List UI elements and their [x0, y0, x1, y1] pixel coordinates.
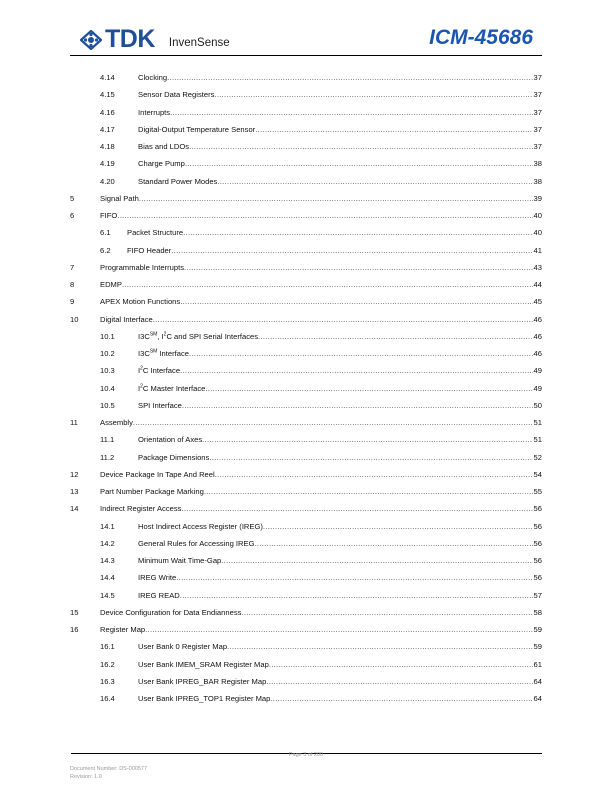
- toc-title[interactable]: [127, 224, 183, 241]
- toc-title-text: C Interface: [142, 366, 181, 376]
- toc-entry[interactable]: [70, 190, 542, 207]
- toc-section-number: 4.18: [100, 142, 115, 151]
- toc-dot-leader: [145, 621, 532, 638]
- toc-entry[interactable]: [70, 242, 542, 259]
- toc-dot-leader: [214, 86, 532, 103]
- toc-title-superscript: SM: [149, 348, 158, 355]
- toc-section-number: 10.2: [100, 349, 115, 358]
- toc-entry[interactable]: [70, 104, 542, 121]
- toc-entry[interactable]: [70, 535, 542, 552]
- toc-title-text: FIFO: [100, 211, 118, 220]
- toc-entry-body: [138, 345, 542, 362]
- toc-entry[interactable]: [70, 673, 542, 690]
- toc-entry[interactable]: [70, 380, 542, 397]
- toc-title-text: Interrupts: [138, 107, 171, 117]
- toc-dot-leader: [202, 431, 532, 448]
- toc-page-number: 50: [533, 400, 542, 410]
- toc-entry[interactable]: [70, 518, 542, 535]
- toc-title-text: Orientation of Axes: [138, 435, 203, 445]
- toc-entry-body: [100, 483, 542, 500]
- toc-page-number: 52: [533, 452, 542, 462]
- toc-title[interactable]: [138, 155, 185, 172]
- toc-dot-leader: [171, 242, 532, 259]
- toc-section-number: 14.4: [100, 573, 115, 583]
- toc-section-number: 14.1: [100, 521, 115, 531]
- toc-dot-leader: [181, 500, 532, 517]
- toc-page-number: 40: [533, 211, 542, 220]
- toc-dot-leader: [269, 656, 533, 673]
- toc-entry[interactable]: [70, 362, 542, 379]
- document-number: Document Number: DS-000577: [70, 766, 148, 772]
- toc-title-text: Digital-Output Temperature Sensor: [138, 124, 256, 134]
- toc-page-number: 51: [533, 418, 542, 427]
- toc-section-number: 7: [70, 262, 75, 272]
- toc-entry-body: [100, 414, 542, 431]
- toc-title-text: User Bank IPREG_BAR Register Map: [138, 676, 267, 686]
- toc-entry[interactable]: [70, 569, 542, 586]
- page-number: Page 3 of 200: [288, 752, 324, 758]
- toc-title-text: I: [138, 366, 141, 376]
- toc-dot-leader: [255, 121, 532, 138]
- toc-entry[interactable]: [70, 155, 542, 172]
- toc-entry-body: [100, 207, 542, 224]
- toc-entry[interactable]: [70, 397, 542, 414]
- toc-dot-leader: [258, 328, 533, 345]
- toc-entry-body: [138, 104, 542, 121]
- toc-title-text: Bias and LDOs: [138, 142, 190, 151]
- toc-dot-leader: [180, 587, 533, 604]
- toc-page-number: 46: [533, 349, 542, 358]
- toc-entry[interactable]: [70, 604, 542, 621]
- toc-entry-body: [100, 311, 542, 328]
- toc-entry-body: [138, 449, 542, 466]
- toc-page-number: 46: [533, 331, 542, 341]
- toc-entry[interactable]: [70, 293, 542, 310]
- toc-title-text: Minimum Wait Time-Gap: [138, 556, 222, 565]
- toc-section-number: 4.17: [100, 124, 115, 134]
- revision: Revision: 1.0: [70, 774, 102, 780]
- toc-title[interactable]: [100, 207, 117, 224]
- toc-title-text: Register Map: [100, 625, 146, 634]
- toc-page-number: 56: [533, 504, 542, 514]
- toc-page-number: 64: [533, 694, 542, 703]
- toc-dot-leader: [153, 311, 533, 328]
- toc-section-number: 6: [70, 211, 75, 220]
- toc-title-text: User Bank 0 Register Map: [138, 642, 228, 652]
- toc-section-number: 6.1: [100, 228, 111, 238]
- toc-section-number: 16.2: [100, 659, 115, 669]
- toc-title-superscript: 2: [140, 365, 143, 372]
- toc-entry-body: [138, 86, 542, 103]
- toc-title-text: Programmable Interrupts: [100, 262, 184, 272]
- toc-section-number: 10.4: [100, 383, 115, 393]
- toc-title-text: IREG READ: [138, 590, 180, 600]
- toc-entry-body: [127, 242, 542, 259]
- toc-entry-body: [138, 569, 542, 586]
- toc-title-text: I: [138, 383, 141, 393]
- toc-dot-leader: [204, 483, 533, 500]
- toc-title-text: Charge Pump: [138, 159, 185, 169]
- toc-page-number: 37: [533, 124, 542, 134]
- toc-entry-body: [100, 500, 542, 517]
- toc-page-number: 56: [533, 573, 542, 583]
- toc-title-text: FIFO Header: [127, 245, 172, 255]
- toc-title-text: C and SPI Serial Interfaces: [166, 331, 259, 341]
- toc-section-number: 11: [70, 418, 78, 427]
- toc-title[interactable]: [100, 604, 241, 621]
- toc-entry-body: [138, 587, 542, 604]
- toc-title-text: Signal Path: [100, 193, 139, 203]
- toc-page-number: 40: [533, 228, 542, 238]
- toc-title[interactable]: [138, 518, 263, 535]
- toc-page-number: 37: [533, 73, 542, 82]
- toc-title-superscript: 2: [163, 331, 167, 338]
- toc-section-number: 12: [70, 469, 79, 479]
- toc-entry[interactable]: [70, 656, 542, 673]
- toc-section-number: 4.19: [100, 159, 115, 169]
- toc-title[interactable]: [138, 121, 255, 138]
- toc-title-text: Sensor Data Registers: [138, 90, 215, 100]
- toc-title-text: C Master Interface: [142, 383, 206, 393]
- toc-entry[interactable]: [70, 345, 542, 362]
- toc-page-number: 44: [533, 280, 542, 289]
- toc-section-number: 4.20: [100, 176, 115, 186]
- toc-section-number: 14.5: [100, 590, 115, 600]
- page-header: [70, 26, 545, 51]
- toc-entry-body: [138, 69, 542, 86]
- toc-entry-body: [138, 173, 542, 190]
- brand-name: TDK: [105, 25, 155, 53]
- toc-section-number: 16.3: [100, 676, 115, 686]
- toc-dot-leader: [167, 69, 532, 86]
- toc-entry[interactable]: [70, 86, 542, 103]
- toc-entry-body: [138, 431, 542, 448]
- toc-dot-leader: [185, 155, 533, 172]
- toc-page-number: 39: [533, 193, 542, 203]
- toc-title[interactable]: [138, 690, 270, 707]
- toc-dot-leader: [255, 535, 533, 552]
- toc-section-number: 5: [70, 193, 75, 203]
- toc-entry-body: [100, 621, 542, 638]
- toc-section-number: 10.1: [100, 331, 115, 341]
- toc-dot-leader: [263, 518, 533, 535]
- toc-page-number: 38: [533, 159, 542, 169]
- toc-dot-leader: [227, 638, 532, 655]
- toc-title[interactable]: [100, 259, 184, 276]
- toc-title-text: General Rules for Accessing IREG: [138, 538, 255, 548]
- toc-dot-leader: [180, 293, 532, 310]
- tdk-logo: [80, 25, 230, 53]
- toc-dot-leader: [133, 414, 533, 431]
- toc-title[interactable]: [138, 328, 258, 345]
- toc-dot-leader: [139, 190, 533, 207]
- toc-entry[interactable]: [70, 621, 542, 638]
- toc-entry[interactable]: [70, 259, 542, 276]
- toc-entry-body: [138, 397, 542, 414]
- toc-entry-body: [100, 276, 542, 293]
- toc-title-text: Interface: [157, 349, 189, 358]
- toc-dot-leader: [183, 224, 532, 241]
- toc-page-number: 49: [533, 383, 542, 393]
- toc-title[interactable]: [138, 535, 255, 552]
- toc-page-number: 59: [533, 625, 542, 634]
- toc-dot-leader: [270, 690, 532, 707]
- toc-title[interactable]: [100, 190, 139, 207]
- toc-entry[interactable]: [70, 138, 542, 155]
- toc-entry-body: [138, 121, 542, 138]
- toc-title-text: Host Indirect Access Register (IREG): [138, 521, 263, 531]
- toc-entry[interactable]: [70, 449, 542, 466]
- toc-entry-body: [138, 155, 542, 172]
- toc-entry[interactable]: [70, 121, 542, 138]
- toc-entry[interactable]: [70, 466, 542, 483]
- toc-page-number: 57: [533, 590, 542, 600]
- toc-section-number: 15: [70, 607, 79, 617]
- toc-title[interactable]: [138, 638, 227, 655]
- toc-title[interactable]: [138, 673, 266, 690]
- toc-section-number: 16.1: [100, 642, 115, 652]
- toc-entry[interactable]: [70, 328, 542, 345]
- toc-page-number: 41: [533, 245, 542, 255]
- toc-page-number: 43: [533, 262, 542, 272]
- toc-title[interactable]: [138, 138, 189, 155]
- footer-doc-info: [70, 765, 147, 781]
- toc-entry-body: [100, 190, 542, 207]
- toc-entry-body: [138, 380, 542, 397]
- toc-title-text: Indirect Register Access: [100, 504, 182, 514]
- toc-dot-leader: [215, 466, 533, 483]
- toc-title-text: User Bank IPREG_TOP1 Register Map: [138, 694, 271, 703]
- toc-section-number: 10.5: [100, 400, 115, 410]
- toc-title-text: Digital Interface: [100, 314, 153, 324]
- toc-title[interactable]: [138, 362, 180, 379]
- toc-page-number: 56: [533, 538, 542, 548]
- toc-entry-body: [138, 328, 542, 345]
- toc-title-text: Assembly: [100, 418, 133, 427]
- toc-title[interactable]: [138, 569, 176, 586]
- toc-entry-body: [138, 518, 542, 535]
- toc-page-number: 46: [533, 314, 542, 324]
- toc-entry[interactable]: [70, 173, 542, 190]
- toc-title[interactable]: [100, 466, 215, 483]
- toc-dot-leader: [209, 449, 532, 466]
- toc-page-number: 45: [533, 297, 542, 307]
- toc-entry[interactable]: [70, 587, 542, 604]
- table-of-contents: [70, 69, 542, 707]
- toc-entry[interactable]: [70, 69, 542, 86]
- toc-title-text: Device Package In Tape And Reel: [100, 469, 215, 479]
- toc-entry-body: [138, 535, 542, 552]
- toc-entry[interactable]: [70, 552, 542, 569]
- toc-entry-body: [138, 690, 542, 707]
- toc-section-number: 9: [70, 297, 75, 307]
- toc-page-number: 37: [533, 142, 542, 151]
- toc-section-number: 8: [70, 280, 75, 289]
- toc-title[interactable]: [138, 449, 209, 466]
- toc-title-text: EDMP: [100, 280, 122, 289]
- toc-title-text: I3C: [138, 331, 150, 341]
- toc-page-number: 56: [533, 521, 542, 531]
- toc-section-number: 13: [70, 487, 79, 496]
- toc-title[interactable]: [138, 380, 205, 397]
- toc-entry-body: [100, 293, 542, 310]
- toc-entry-body: [100, 604, 542, 621]
- toc-title[interactable]: [100, 414, 133, 431]
- toc-section-number: 11.2: [100, 452, 115, 462]
- toc-dot-leader: [117, 207, 532, 224]
- toc-title-text: Packet Structure: [127, 228, 184, 238]
- toc-entry[interactable]: [70, 500, 542, 517]
- toc-entry[interactable]: [70, 311, 542, 328]
- toc-title[interactable]: [138, 431, 202, 448]
- toc-title[interactable]: [100, 500, 181, 517]
- toc-section-number: 4.15: [100, 90, 115, 100]
- toc-entry[interactable]: [70, 638, 542, 655]
- toc-entry[interactable]: [70, 224, 542, 241]
- toc-title[interactable]: [138, 552, 221, 569]
- toc-title-superscript: 2: [140, 382, 143, 389]
- toc-dot-leader: [180, 362, 532, 379]
- toc-entry-body: [138, 638, 542, 655]
- toc-page-number: 37: [533, 90, 542, 100]
- toc-entry-body: [138, 552, 542, 569]
- toc-title-text: Clocking: [138, 73, 168, 82]
- toc-page-number: 64: [533, 676, 542, 686]
- toc-title[interactable]: [138, 656, 269, 673]
- toc-page-number: 37: [533, 107, 542, 117]
- toc-section-number: 4.16: [100, 107, 115, 117]
- toc-entry[interactable]: [70, 414, 542, 431]
- toc-section-number: 16.4: [100, 694, 115, 703]
- toc-dot-leader: [170, 104, 532, 121]
- toc-page-number: 56: [533, 556, 542, 565]
- toc-title-text: SPI Interface: [138, 400, 182, 410]
- toc-page-number: 51: [533, 435, 542, 445]
- toc-entry[interactable]: [70, 276, 542, 293]
- toc-entry-body: [100, 259, 542, 276]
- toc-dot-leader: [182, 397, 533, 414]
- sub-brand-name: InvenSense: [168, 37, 230, 49]
- toc-title[interactable]: [100, 311, 153, 328]
- toc-entry[interactable]: [70, 690, 542, 707]
- toc-title[interactable]: [100, 483, 204, 500]
- toc-title-superscript: SM: [149, 331, 158, 338]
- toc-title[interactable]: [138, 69, 167, 86]
- toc-dot-leader: [176, 569, 532, 586]
- toc-title-text: User Bank IMEM_SRAM Register Map: [138, 659, 269, 669]
- toc-entry[interactable]: [70, 431, 542, 448]
- toc-title[interactable]: [127, 242, 171, 259]
- toc-entry-body: [127, 224, 542, 241]
- toc-dot-leader: [241, 604, 532, 621]
- toc-dot-leader: [184, 259, 533, 276]
- toc-entry[interactable]: [70, 207, 542, 224]
- toc-title[interactable]: [100, 621, 145, 638]
- toc-title-text: APEX Motion Functions: [100, 297, 181, 307]
- toc-title-text: I3C: [138, 349, 150, 358]
- toc-page-number: 54: [533, 469, 542, 479]
- toc-title[interactable]: [138, 86, 214, 103]
- toc-dot-leader: [266, 673, 532, 690]
- tdk-emblem-icon: [80, 30, 102, 50]
- toc-entry-body: [100, 466, 542, 483]
- toc-title-text: IREG Write: [138, 573, 177, 583]
- toc-title-text: Standard Power Modes: [138, 176, 218, 186]
- toc-title-text: Package Dimensions: [138, 452, 210, 462]
- toc-title[interactable]: [138, 345, 189, 362]
- toc-page-number: 59: [533, 642, 542, 652]
- toc-title-text: Device Configuration for Data Endianness: [100, 607, 242, 617]
- toc-dot-leader: [217, 173, 532, 190]
- toc-entry[interactable]: [70, 483, 542, 500]
- toc-section-number: 11.1: [100, 435, 115, 445]
- toc-section-number: 14.2: [100, 538, 115, 548]
- toc-page-number: 61: [533, 659, 542, 669]
- toc-dot-leader: [205, 380, 532, 397]
- toc-page-number: 49: [533, 366, 542, 376]
- toc-section-number: 14.3: [100, 556, 115, 565]
- toc-title[interactable]: [100, 276, 122, 293]
- toc-dot-leader: [122, 276, 533, 293]
- toc-section-number: 10: [70, 314, 79, 324]
- toc-title[interactable]: [138, 104, 170, 121]
- toc-title-text: Part Number Package Marking: [100, 487, 204, 496]
- toc-entry-body: [138, 673, 542, 690]
- toc-dot-leader: [221, 552, 532, 569]
- toc-section-number: 6.2: [100, 245, 111, 255]
- toc-section-number: 14: [70, 504, 79, 514]
- toc-dot-leader: [189, 345, 533, 362]
- toc-entry-body: [138, 362, 542, 379]
- toc-page-number: 55: [533, 487, 542, 496]
- toc-title[interactable]: [100, 293, 180, 310]
- toc-title[interactable]: [138, 397, 182, 414]
- product-name: ICM-45686: [429, 26, 533, 49]
- toc-section-number: 10.3: [100, 366, 115, 376]
- toc-title-text: , I: [157, 331, 164, 341]
- toc-page-number: 58: [533, 607, 542, 617]
- toc-section-number: 16: [70, 625, 79, 634]
- toc-title[interactable]: [138, 173, 217, 190]
- toc-page-number: 38: [533, 176, 542, 186]
- toc-title[interactable]: [138, 587, 180, 604]
- toc-entry-body: [138, 138, 542, 155]
- toc-section-number: 4.14: [100, 73, 115, 82]
- header-divider: [70, 55, 542, 56]
- toc-entry-body: [138, 656, 542, 673]
- toc-dot-leader: [189, 138, 532, 155]
